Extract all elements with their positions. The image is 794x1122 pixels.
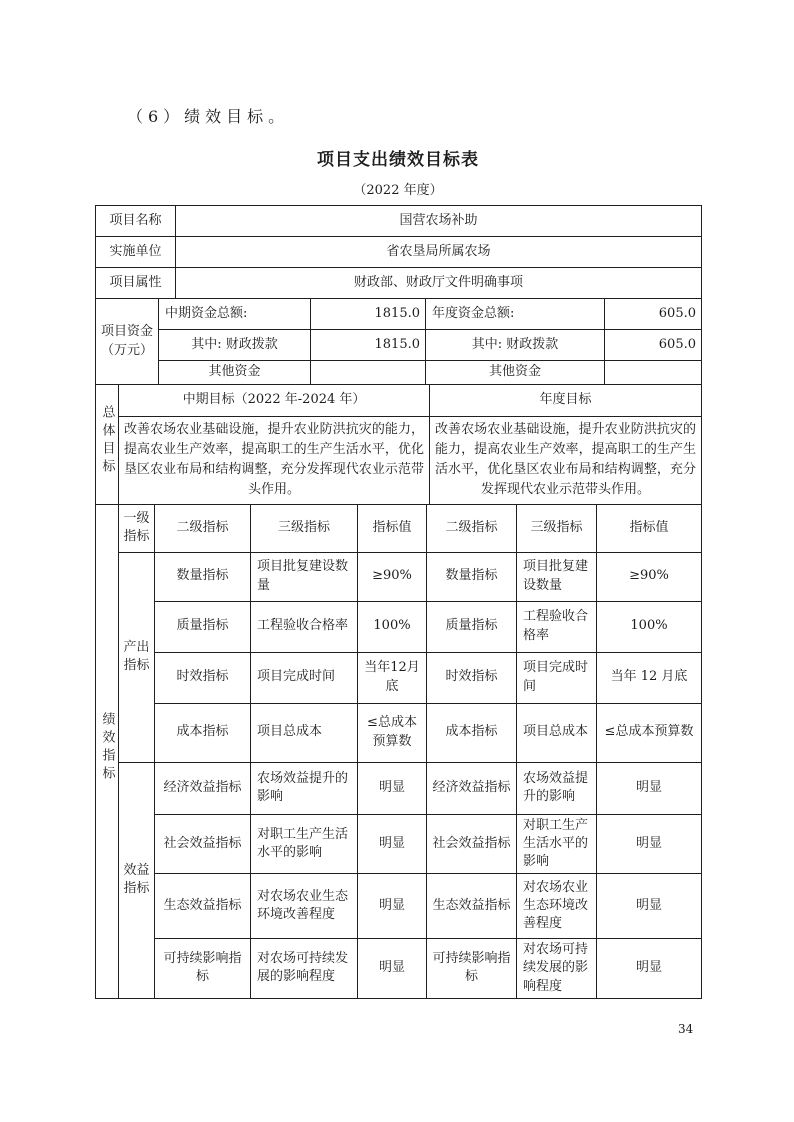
table-row — [96, 206, 702, 237]
header-level3-annual: 三级指标 — [517, 504, 597, 552]
table-row — [96, 385, 702, 417]
performance-label-text: 绩效指标 — [99, 712, 115, 785]
header-level1: 一级指标 — [119, 504, 155, 552]
mid-other-value — [311, 361, 426, 385]
value-cell: 明显 — [597, 874, 702, 939]
overall-goal-label-text: 总体目标 — [99, 405, 115, 478]
table-row — [96, 874, 702, 939]
project-name-value: 国营农场补助 — [176, 206, 702, 237]
level3-cell: 农场效益提升的影响 — [517, 762, 597, 814]
header-level3-mid: 三级指标 — [251, 504, 358, 552]
level2-cell: 质量指标 — [155, 601, 251, 652]
level2-cell: 成本指标 — [155, 703, 251, 762]
funding-table — [95, 298, 702, 385]
annual-other-value — [605, 361, 702, 385]
header-level2-annual: 二级指标 — [427, 504, 517, 552]
level3-cell: 农场效益提升的影响 — [251, 762, 358, 814]
overall-goal-table — [95, 384, 702, 505]
level3-cell: 项目总成本 — [251, 703, 358, 762]
level3-cell: 项目总成本 — [517, 703, 597, 762]
mid-goal-header: 中期目标（2022 年-2024 年） — [119, 385, 430, 417]
level2-cell: 生态效益指标 — [427, 874, 517, 939]
level3-cell: 对农场可持续发展的影响程度 — [251, 939, 358, 999]
value-cell: 明显 — [358, 874, 427, 939]
value-cell: 明显 — [597, 762, 702, 814]
performance-label — [96, 504, 119, 998]
implementing-unit-value: 省农垦局所属农场 — [176, 237, 702, 268]
project-name-label: 项目名称 — [96, 206, 176, 237]
mid-fiscal-value: 1815.0 — [311, 330, 426, 361]
table-subtitle: （2022 年度） — [353, 183, 443, 198]
annual-fiscal-label: 其中: 财政拨款 — [426, 330, 605, 361]
project-attribute-label: 项目属性 — [96, 268, 176, 299]
mid-goal-text: 改善农场农业基础设施，提升农业防洪抗灾的能力，提高农业生产效率，提高职工的生产生活水平，优化垦区农业布局和结构调整，充分发挥现代农业示范带头作用。 — [119, 417, 430, 505]
table-title: 项目支出绩效目标表 — [317, 150, 479, 170]
mid-fiscal-label: 其中: 财政拨款 — [159, 330, 311, 361]
value-cell: ≥90% — [358, 552, 427, 601]
table-row — [96, 939, 702, 999]
table-row — [96, 361, 702, 385]
level3-cell: 对职工生产生活水平的影响 — [517, 814, 597, 874]
table-row — [96, 814, 702, 874]
project-attribute-value: 财政部、财政厅文件明确事项 — [176, 268, 702, 299]
level3-cell: 对农场农业生态环境改善程度 — [517, 874, 597, 939]
level3-cell: 项目完成时间 — [517, 652, 597, 703]
table-row — [96, 652, 702, 703]
table-row — [96, 601, 702, 652]
value-cell: 明显 — [597, 939, 702, 999]
table-row — [96, 762, 702, 814]
value-cell: ≤总成本预算数 — [597, 703, 702, 762]
table-row — [96, 299, 702, 330]
value-cell: 100% — [358, 601, 427, 652]
level2-cell: 数量指标 — [155, 552, 251, 601]
value-cell: 明显 — [597, 814, 702, 874]
value-cell: ≤总成本预算数 — [358, 703, 427, 762]
table-row — [96, 703, 702, 762]
level3-cell: 工程验收合格率 — [251, 601, 358, 652]
level3-cell: 对农场可持续发展的影响程度 — [517, 939, 597, 999]
level3-cell: 对农场农业生态环境改善程度 — [251, 874, 358, 939]
table-row — [96, 417, 702, 505]
page-content — [95, 0, 701, 999]
mid-other-label: 其他资金 — [159, 361, 311, 385]
annual-goal-text: 改善农场农业基础设施，提升农业防洪抗灾的能力，提高农业生产效率，提高职工的生产生活水平，优化垦区农业布局和结构调整，充分发挥现代农业示范带头作用。 — [430, 417, 702, 505]
table-row — [96, 552, 702, 601]
annual-total-value: 605.0 — [605, 299, 702, 330]
section-heading: （6）绩效目标。 — [127, 107, 290, 126]
level2-cell: 数量指标 — [427, 552, 517, 601]
implementing-unit-label: 实施单位 — [96, 237, 176, 268]
level3-cell: 对职工生产生活水平的影响 — [251, 814, 358, 874]
performance-target-table — [95, 205, 701, 999]
level2-cell: 社会效益指标 — [427, 814, 517, 874]
table-row — [96, 268, 702, 299]
level2-cell: 时效指标 — [427, 652, 517, 703]
value-cell: 当年 12 月底 — [597, 652, 702, 703]
mid-total-label: 中期资金总额: — [159, 299, 311, 330]
table-row — [96, 330, 702, 361]
level3-cell: 项目批复建设数量 — [251, 552, 358, 601]
header-value-mid: 指标值 — [358, 504, 427, 552]
funding-label: 项目资金（万元） — [96, 299, 159, 385]
group-output-label: 产出指标 — [119, 552, 155, 762]
level2-cell: 生态效益指标 — [155, 874, 251, 939]
group-benefit-label: 效益指标 — [119, 762, 155, 998]
level2-cell: 成本指标 — [427, 703, 517, 762]
level3-cell: 项目完成时间 — [251, 652, 358, 703]
level2-cell: 时效指标 — [155, 652, 251, 703]
annual-goal-header: 年度目标 — [430, 385, 702, 417]
header-value-annual: 指标值 — [597, 504, 702, 552]
annual-other-label: 其他资金 — [426, 361, 605, 385]
indicator-table — [95, 504, 702, 999]
value-cell: ≥90% — [597, 552, 702, 601]
page-number: 34 — [678, 1022, 694, 1036]
level3-cell: 工程验收合格率 — [517, 601, 597, 652]
table-row — [96, 504, 702, 552]
level3-cell: 项目批复建设数量 — [517, 552, 597, 601]
level2-cell: 经济效益指标 — [427, 762, 517, 814]
value-cell: 明显 — [358, 762, 427, 814]
value-cell: 当年12月底 — [358, 652, 427, 703]
level2-cell: 经济效益指标 — [155, 762, 251, 814]
header-level2-mid: 二级指标 — [155, 504, 251, 552]
table-row — [96, 237, 702, 268]
value-cell: 100% — [597, 601, 702, 652]
overall-goal-label — [96, 385, 119, 505]
level2-cell: 可持续影响指标 — [427, 939, 517, 999]
annual-fiscal-value: 605.0 — [605, 330, 702, 361]
level2-cell: 社会效益指标 — [155, 814, 251, 874]
info-table — [95, 205, 702, 299]
level2-cell: 质量指标 — [427, 601, 517, 652]
value-cell: 明显 — [358, 939, 427, 999]
value-cell: 明显 — [358, 814, 427, 874]
mid-total-value: 1815.0 — [311, 299, 426, 330]
level2-cell: 可持续影响指标 — [155, 939, 251, 999]
annual-total-label: 年度资金总额: — [426, 299, 605, 330]
